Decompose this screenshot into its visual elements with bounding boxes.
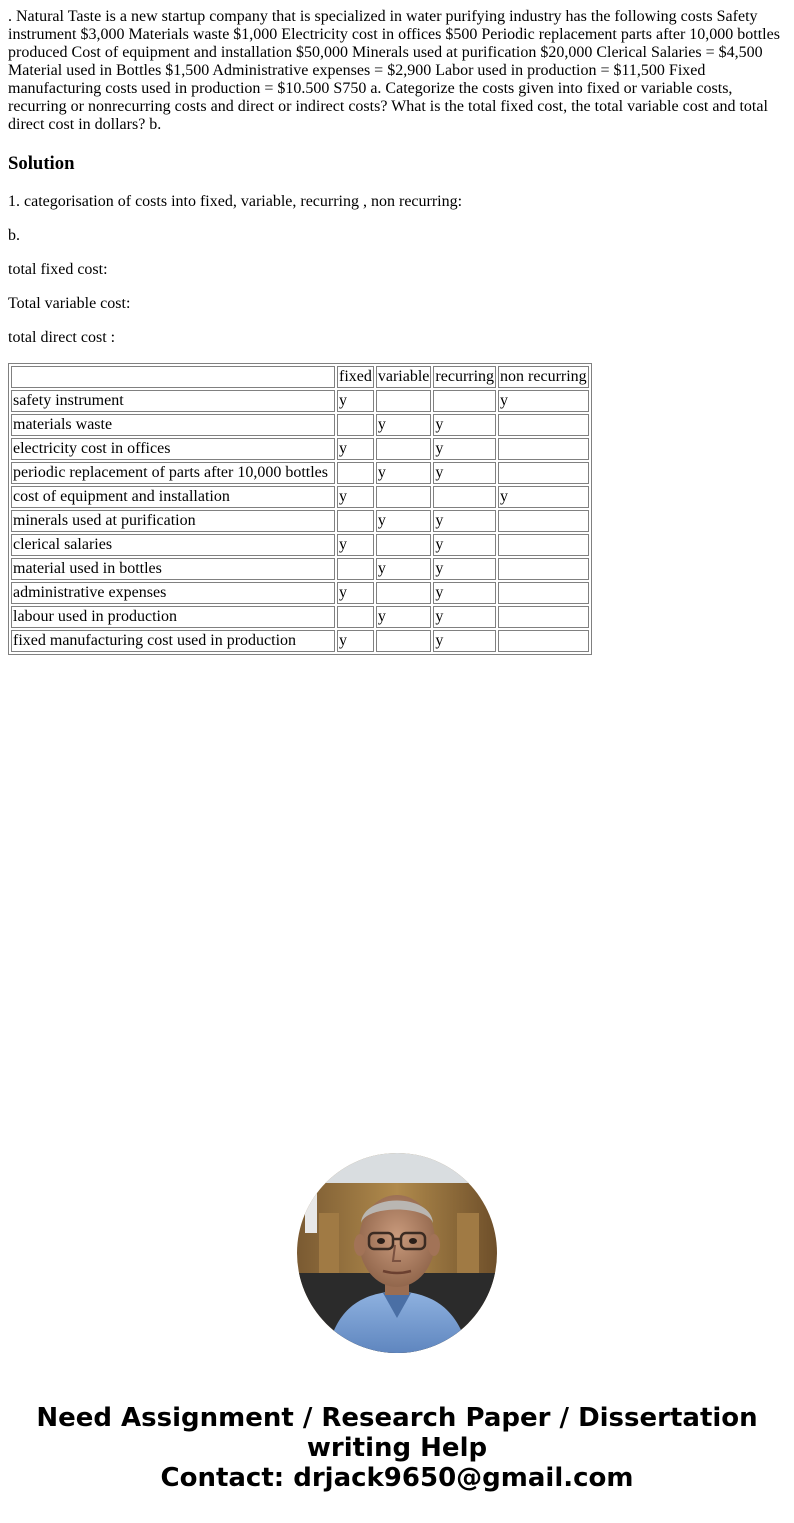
fixed-cell: y	[337, 438, 374, 460]
table-row	[11, 390, 589, 412]
recurring-cell: y	[433, 534, 496, 556]
header-cell-recurring: recurring	[433, 366, 496, 388]
cost-item-cell: minerals used at purification	[11, 510, 335, 532]
table-row	[11, 582, 589, 604]
non-recurring-cell	[498, 558, 589, 580]
cost-item-cell: administrative expenses	[11, 582, 335, 604]
header-cell-variable: variable	[376, 366, 432, 388]
total-fixed-cost-line: total fixed cost:	[8, 261, 108, 278]
table-row	[11, 510, 589, 532]
fixed-cell: y	[337, 534, 374, 556]
non-recurring-cell	[498, 630, 589, 652]
document-content	[8, 0, 786, 655]
solution-heading: Solution	[8, 153, 75, 174]
table-row	[11, 438, 589, 460]
fixed-cell: y	[337, 390, 374, 412]
variable-cell: y	[376, 510, 432, 532]
recurring-cell: y	[433, 414, 496, 436]
recurring-cell: y	[433, 462, 496, 484]
promo-line-1: Need Assignment / Research Paper / Dissertation	[36, 1403, 758, 1433]
fixed-cell: y	[337, 582, 374, 604]
non-recurring-cell: y	[498, 486, 589, 508]
table-row	[11, 462, 589, 484]
header-cell-fixed: fixed	[337, 366, 374, 388]
cost-item-cell: fixed manufacturing cost used in production	[11, 630, 335, 652]
table-row	[11, 630, 589, 652]
total-variable-cost-line: Total variable cost:	[8, 295, 131, 312]
variable-cell	[376, 486, 432, 508]
variable-cell	[376, 438, 432, 460]
cost-item-cell: clerical salaries	[11, 534, 335, 556]
non-recurring-cell: y	[498, 390, 589, 412]
variable-cell	[376, 534, 432, 556]
variable-cell: y	[376, 558, 432, 580]
cost-item-cell: materials waste	[11, 414, 335, 436]
promo-banner	[0, 1403, 794, 1493]
cost-item-cell: electricity cost in offices	[11, 438, 335, 460]
recurring-cell: y	[433, 630, 496, 652]
table-row	[11, 558, 589, 580]
cost-item-cell: material used in bottles	[11, 558, 335, 580]
non-recurring-cell	[498, 534, 589, 556]
fixed-cell	[337, 558, 374, 580]
table-row	[11, 534, 589, 556]
recurring-cell: y	[433, 510, 496, 532]
non-recurring-cell	[498, 414, 589, 436]
fixed-cell	[337, 510, 374, 532]
cost-item-cell: cost of equipment and installation	[11, 486, 335, 508]
fixed-cell	[337, 414, 374, 436]
cost-item-cell: periodic replacement of parts after 10,000 bottles	[11, 462, 335, 484]
variable-cell: y	[376, 606, 432, 628]
promo-contact-line: Contact: drjack9650@gmail.com	[160, 1463, 634, 1493]
recurring-cell: y	[433, 606, 496, 628]
non-recurring-cell	[498, 462, 589, 484]
header-cell-blank	[11, 366, 335, 388]
recurring-cell: y	[433, 438, 496, 460]
recurring-cell	[433, 486, 496, 508]
non-recurring-cell	[498, 510, 589, 532]
part-b-label: b.	[8, 227, 20, 244]
variable-cell	[376, 630, 432, 652]
categorisation-line: 1. categorisation of costs into fixed, variable, recurring , non recurring:	[8, 193, 463, 210]
total-direct-cost-line: total direct cost :	[8, 329, 116, 346]
non-recurring-cell	[498, 438, 589, 460]
fixed-cell: y	[337, 486, 374, 508]
recurring-cell: y	[433, 582, 496, 604]
fixed-cell	[337, 462, 374, 484]
non-recurring-cell	[498, 606, 589, 628]
non-recurring-cell	[498, 582, 589, 604]
variable-cell	[376, 582, 432, 604]
variable-cell	[376, 390, 432, 412]
recurring-cell: y	[433, 558, 496, 580]
question-text: . Natural Taste is a new startup company that is specialized in water purifying industry has the following costs Safety instrument $3,000 Materials waste $1,000 Electricity cost in offices $500 Periodic replacement parts after 10,000 bottles produced Cost of equipment and installation $50,000 Minerals used at purification $20,000 Clerical Salaries = $4,500 Material used in Bottles $1,500 Administrative expenses = $2,900 Labor used in production = $11,500 Fixed manufacturing costs used in production = $10.500 S750 a. Categorize the costs given into fixed or variable costs, recurring or nonrecurring costs and direct or indirect costs? What is the total fixed cost, the total variable cost and total direct cost in dollars? b.	[8, 8, 780, 133]
promo-line-2: writing Help	[306, 1433, 488, 1463]
fixed-cell: y	[337, 630, 374, 652]
cost-categorisation-table	[8, 363, 592, 655]
tutor-avatar	[297, 1153, 497, 1353]
cost-item-cell: safety instrument	[11, 390, 335, 412]
variable-cell: y	[376, 462, 432, 484]
table-row	[11, 486, 589, 508]
table-header-row	[11, 366, 589, 388]
cost-item-cell: labour used in production	[11, 606, 335, 628]
recurring-cell	[433, 390, 496, 412]
tutor-portrait-image	[297, 1153, 497, 1353]
header-cell-non-recurring: non recurring	[498, 366, 589, 388]
variable-cell: y	[376, 414, 432, 436]
fixed-cell	[337, 606, 374, 628]
table-row	[11, 414, 589, 436]
table-row	[11, 606, 589, 628]
